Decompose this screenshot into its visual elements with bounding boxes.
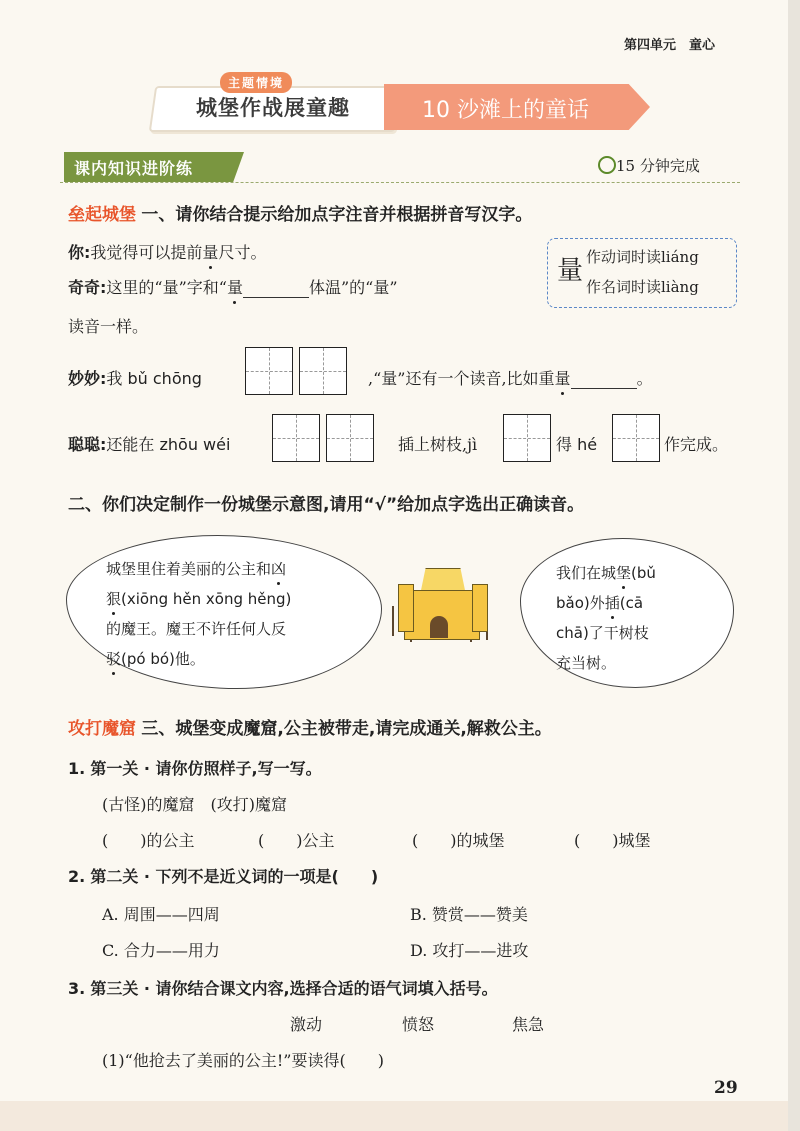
page-number: 29	[714, 1078, 738, 1098]
part3-heading	[68, 714, 552, 739]
q3-heading	[68, 976, 498, 999]
tianzige-cell[interactable]	[299, 347, 347, 395]
note-noun-reading: 作名词时读liàng	[586, 278, 699, 296]
pinyin-options[interactable]: (xiōng hěn xōng hěng)	[121, 590, 292, 608]
question-title: 第三关 · 请你结合课文内容,选择合适的语气词填入括号。	[90, 979, 498, 998]
dotted-char: 堡	[616, 564, 632, 582]
dotted-char: 量	[202, 240, 218, 263]
word-choice-1: 激动	[290, 1015, 323, 1034]
dotted-char: 插	[604, 594, 620, 612]
page-bottom-edge	[0, 1101, 800, 1131]
dotted-char: 驳	[106, 650, 122, 668]
part2-title: 二、你们决定制作一份城堡示意图,请用“√”给加点字选出正确读音。	[68, 495, 585, 515]
dotted-char: 量	[555, 366, 571, 389]
dialogue-text: ,“量”还有一个读音,比如重	[368, 369, 555, 388]
pinyin-options[interactable]: (bǔ	[631, 564, 656, 582]
cloud2-line3	[556, 622, 649, 643]
tianzige-cell[interactable]	[326, 414, 374, 462]
dialogue-text: 插上树枝,jì	[398, 435, 478, 454]
unit-label: 第四单元 童心	[624, 38, 716, 53]
speaker-name: 妙妙:	[68, 369, 107, 388]
cloud-text: 我们在城	[556, 564, 617, 582]
cloud2-line2	[556, 592, 643, 613]
q1-blank-2[interactable]: ( )公主	[258, 831, 335, 850]
q2-option-c[interactable]: C. 合力——用力	[102, 941, 220, 960]
speaker-name: 聪聪:	[68, 435, 107, 454]
part1-tag: 垒起城堡	[68, 205, 136, 225]
dialogue-text: 。	[636, 369, 653, 388]
theme-title: 城堡作战展童趣	[196, 96, 350, 120]
castle-door	[430, 616, 448, 638]
pinyin-text: 得 hé	[556, 435, 598, 454]
dialogue-line-3: 读音一样。	[68, 317, 149, 336]
speech-cloud-right	[520, 538, 734, 688]
note-verb-reading: 作动词时读liáng	[586, 248, 699, 266]
answer-blank[interactable]	[243, 279, 309, 298]
part3-tag: 攻打魔窟	[68, 719, 136, 739]
dialogue-line-5-label	[68, 432, 230, 455]
dialogue-text: 我觉得可以提前	[90, 243, 203, 262]
section-title: 课内知识进阶练	[74, 159, 194, 178]
part1-title: 一、请你结合提示给加点字注音并根据拼音写汉字。	[141, 205, 533, 225]
lesson-title: 10 沙滩上的童话	[422, 98, 589, 123]
part1-heading	[68, 200, 532, 225]
question-number: 3.	[68, 979, 86, 998]
clock-icon	[598, 156, 616, 174]
pinyin-options[interactable]: bǎo)外	[556, 594, 605, 612]
tianzige-cell[interactable]	[503, 414, 551, 462]
question-title: 第一关 · 请你仿照样子,写一写。	[90, 759, 322, 778]
pinyin-text: 我 bǔ chōng	[106, 369, 202, 388]
tianzige-cell[interactable]	[245, 347, 293, 395]
cloud1-line1	[106, 558, 286, 579]
castle-tower	[398, 584, 414, 632]
dialogue-line-2	[68, 275, 398, 298]
dotted-char: 量	[227, 275, 243, 298]
word-choice-2: 愤怒	[402, 1015, 435, 1034]
answer-blank[interactable]	[571, 370, 637, 389]
pinyin-text: 还能在 zhōu wéi	[106, 435, 231, 454]
dialogue-line-4-rest	[368, 366, 653, 389]
tianzige-cell[interactable]	[612, 414, 660, 462]
dotted-char: 狠	[106, 590, 122, 608]
timer-label: 15 分钟完成	[616, 157, 700, 175]
cloud-text: chā)了干树枝	[556, 624, 649, 642]
q1-heading	[68, 756, 322, 779]
speaker-name: 你:	[68, 243, 91, 262]
cloud2-line4: 充当树。	[556, 654, 617, 672]
cloud1-line3: 的魔王。魔王不许任何人反	[106, 620, 287, 638]
question-title[interactable]: 第二关 · 下列不是近义词的一项是( )	[90, 867, 379, 886]
q3-item-1[interactable]: (1)“他抢去了美丽的公主!”要读得( )	[102, 1051, 384, 1070]
dialogue-text: 这里的“量”字和“	[106, 278, 227, 297]
pinyin-options[interactable]: (pó bó)他。	[121, 650, 205, 668]
speaker-name: 奇奇:	[68, 278, 107, 297]
tree-branch	[392, 606, 394, 636]
question-number: 1.	[68, 759, 86, 778]
note-character: 量	[557, 256, 584, 286]
cloud1-line2	[106, 588, 291, 609]
q1-example: (古怪)的魔窟 (攻打)魔窟	[102, 795, 287, 814]
dialogue-line-1	[68, 240, 266, 263]
word-choice-3: 焦急	[512, 1015, 545, 1034]
tianzige-group-3	[503, 414, 551, 462]
q2-option-a[interactable]: A. 周围——四周	[102, 905, 220, 924]
q2-option-b[interactable]: B. 赞赏——赞美	[410, 905, 528, 924]
cloud2-line1	[556, 562, 656, 583]
dialogue-line-4-label	[68, 366, 202, 389]
tianzige-group-2	[272, 414, 374, 462]
theme-pill: 主题情境	[220, 72, 292, 93]
q2-option-d[interactable]: D. 攻打——进攻	[410, 941, 529, 960]
cloud1-line4	[106, 648, 205, 669]
dialogue-text: 作完成。	[664, 435, 729, 454]
question-number: 2.	[68, 867, 86, 886]
part3-title: 三、城堡变成魔窟,公主被带走,请完成通关,解救公主。	[141, 719, 552, 739]
tianzige-cell[interactable]	[272, 414, 320, 462]
dialogue-text: 尺寸。	[218, 243, 267, 262]
q1-blank-1[interactable]: ( )的公主	[102, 831, 195, 850]
tianzige-group-4	[612, 414, 660, 462]
q1-blank-4[interactable]: ( )城堡	[574, 831, 651, 850]
castle-tower	[472, 584, 488, 632]
pinyin-options[interactable]: (cā	[619, 594, 644, 612]
q2-heading	[68, 864, 378, 887]
dotted-char: 凶	[271, 560, 287, 578]
dialogue-text: 体温”的“量”	[308, 278, 398, 297]
q1-blank-3[interactable]: ( )的城堡	[412, 831, 505, 850]
cloud-text: 城堡里住着美丽的公主和	[106, 560, 272, 578]
tianzige-group-1	[245, 347, 347, 395]
